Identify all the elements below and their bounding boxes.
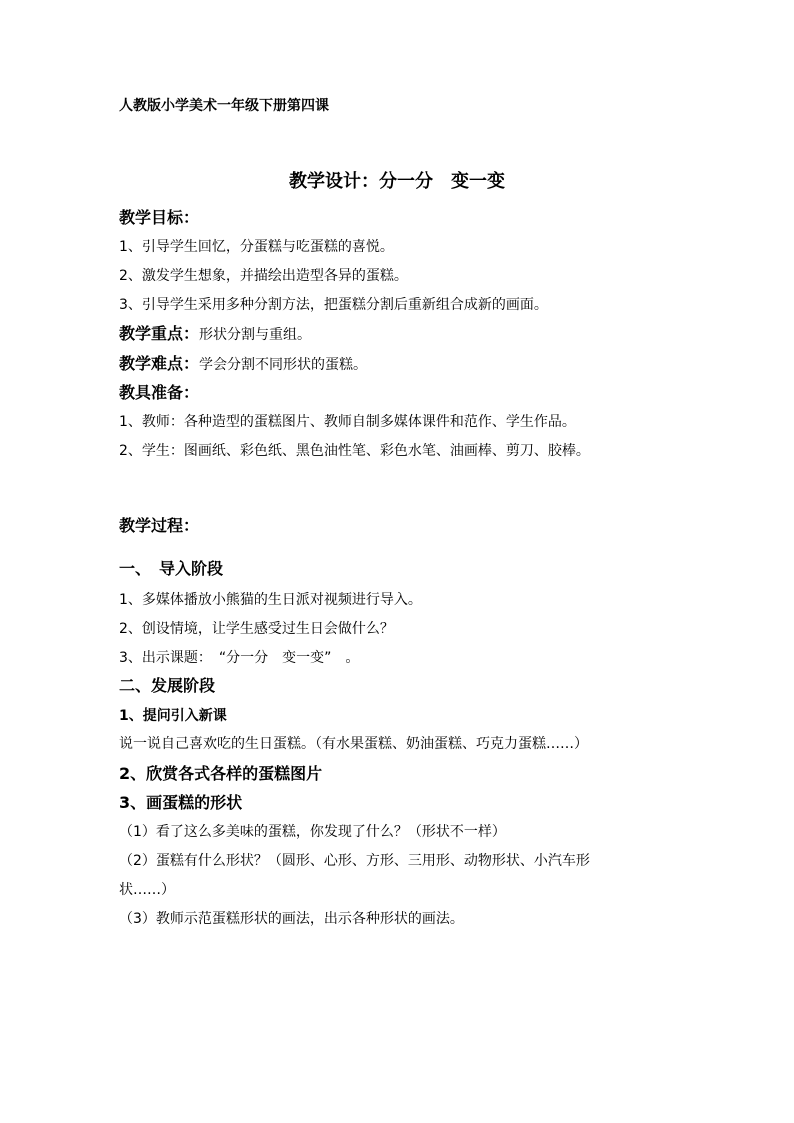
process-heading: 教学过程： (119, 516, 200, 535)
material-item: 1、教师：各种造型的蛋糕图片、教师自制多媒体课件和范作、学生作品。 (119, 414, 576, 430)
key-point-line (119, 323, 311, 345)
stage2-sub3-heading: 3、画蛋糕的形状 (119, 793, 243, 812)
difficulty-line (119, 353, 367, 375)
difficulty-text: 学会分割不同形状的蛋糕。 (199, 357, 368, 373)
stage1-heading: 一、 导入阶段 (119, 559, 224, 578)
stage2-sub3-item: （3）教师示范蛋糕形状的画法，出示各种形状的画法。 (119, 911, 464, 927)
stage1-item: 2、创设情境，让学生感受过生日会做什么？ (119, 621, 394, 637)
objective-item: 1、引导学生回忆，分蛋糕与吃蛋糕的喜悦。 (119, 239, 394, 255)
stage2-sub3-item: （1）看了这么多美味的蛋糕，你发现了什么？（形状不一样） (119, 824, 506, 840)
document-title: 教学设计：分一分 变一变 (289, 171, 505, 192)
key-point-text: 形状分割与重组。 (199, 327, 312, 343)
stage1-item: 1、多媒体播放小熊猫的生日派对视频进行导入。 (119, 592, 422, 608)
objectives-heading: 教学目标： (119, 208, 200, 227)
materials-heading: 教具准备： (119, 383, 200, 402)
stage1-item: 3、出示课题： “分一分 变一变” 。 (119, 650, 360, 666)
stage2-sub2-heading: 2、欣赏各式各样的蛋糕图片 (119, 764, 323, 783)
stage2-sub1-text: 说一说自己喜欢吃的生日蛋糕。（有水果蛋糕、奶油蛋糕、巧克力蛋糕……） (119, 736, 588, 752)
material-item: 2、学生：图画纸、彩色纸、黑色油性笔、彩色水笔、油画棒、剪刀、胶棒。 (119, 443, 590, 459)
stage2-sub3-item: （2）蛋糕有什么形状？（圆形、心形、方形、三用形、动物形状、小汽车形 (119, 853, 590, 869)
key-point-label: 教学重点： (119, 324, 200, 343)
stage2-sub1-heading: 1、提问引入新课 (119, 708, 227, 724)
stage2-heading: 二、发展阶段 (119, 676, 216, 695)
stage2-sub3-item: 状……） (119, 882, 175, 898)
course-header: 人教版小学美术一年级下册第四课 (119, 98, 329, 114)
difficulty-label: 教学难点： (119, 354, 200, 373)
objective-item: 3、引导学生采用多种分割方法，把蛋糕分割后重新组合成新的画面。 (119, 297, 548, 313)
objective-item: 2、激发学生想象，并描绘出造型各异的蛋糕。 (119, 268, 408, 284)
